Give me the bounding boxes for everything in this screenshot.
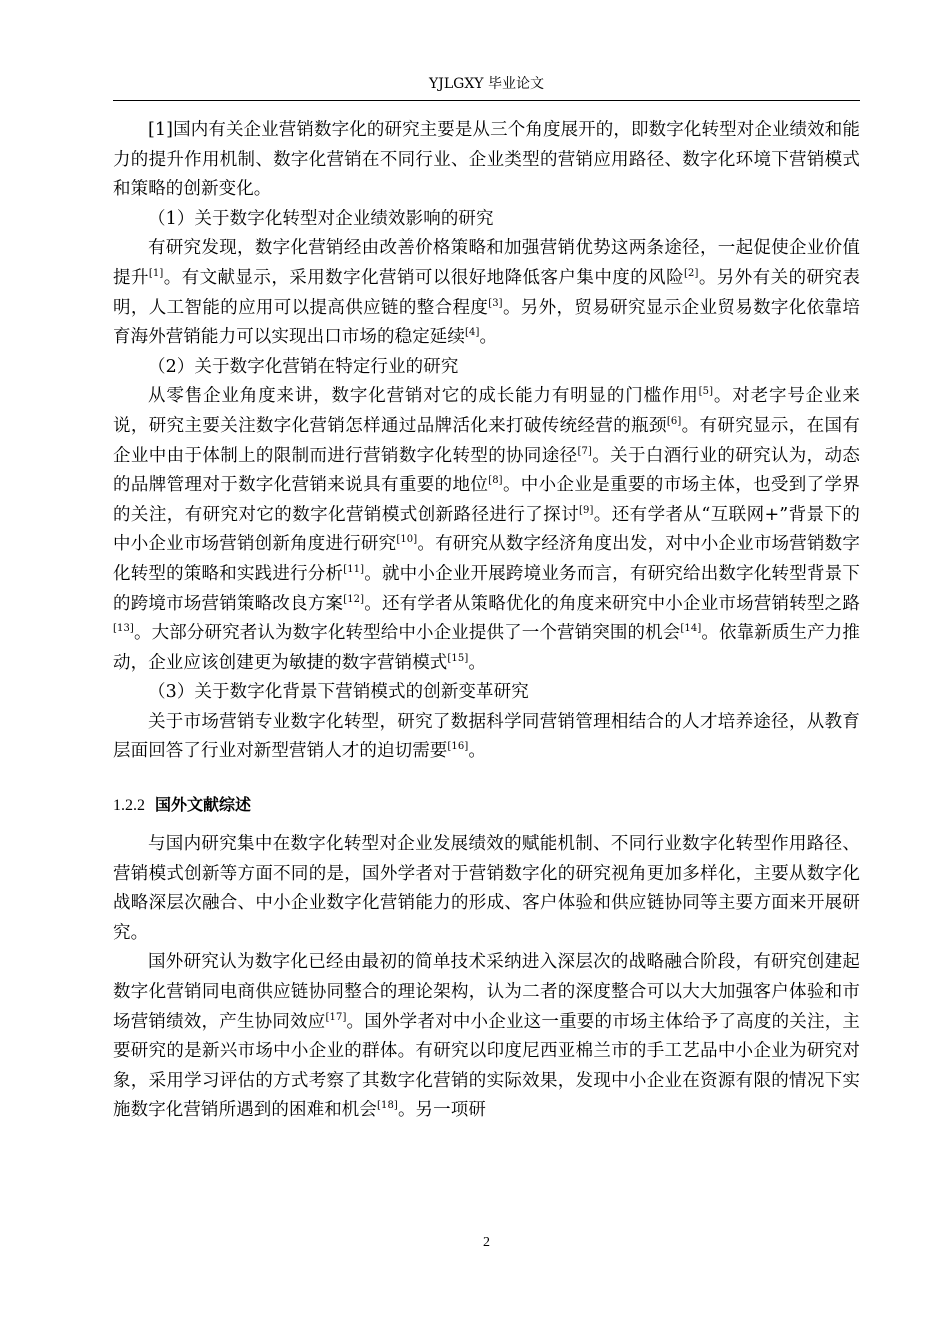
citation-ref: [7] — [577, 445, 592, 457]
text-run: 国外研究认为数字化已经由最初的简单技术采纳进入深层次的战略融合阶段，有研究创建起数字化营销同电商供应链协同整合的理论架构，认为二者的深度整合可以大大加强客户体验和市场营销绩效，产生协同效应 — [113, 952, 860, 1032]
page-header-title: YJLGXY 毕业论文 — [429, 76, 544, 92]
paragraph-5: 与国内研究集中在数字化转型对企业发展绩效的赋能机制、不同行业数字化转型作用路径、营销模式创新等方面不同的是，国外学者对于营销数字化的研究视角更加多样化，主要从数字化战略深层次融合、中小企业数字化营销能力的形成、客户体验和供应链协同等主要方面来开展研究。 — [113, 834, 860, 943]
text-run: 。还有学者从“互联网+”背景下的中小企业市场营销创新角度进行研究 — [113, 504, 860, 555]
text-run: 从零售企业角度来讲，数字化营销对它的成长能力有明显的门槛作用 — [148, 386, 699, 407]
subheading-2: （2）关于数字化营销在特定行业的研究 — [148, 356, 459, 377]
citation-ref: [3] — [488, 297, 503, 309]
paragraph-2 — [113, 234, 860, 352]
text-run: 。有研究显示，在国有企业中由于体制上的限制而进行营销数字化转型的协同途径 — [113, 415, 860, 466]
citation-ref: [5] — [698, 386, 714, 398]
text-run: 。另外，贸易研究显示企业贸易数字化依靠培育海外营销能力可以实现出口市场的稳定延续 — [113, 297, 860, 348]
subheading-1: （1）关于数字化转型对企业绩效影响的研究 — [148, 208, 494, 229]
citation-ref: [16] — [447, 741, 469, 753]
text-run: 有研究发现，数字化营销经由改善价格策略和加强营销优势这两条途径，一起促使企业价值提升 — [113, 238, 860, 288]
citation-ref: [6] — [666, 416, 682, 428]
text-run: 。对老字号企业来说，研究主要关注数字化营销怎样通过品牌活化来打破传统经营的瓶颈 — [113, 386, 860, 436]
text-run: 。 — [468, 741, 486, 762]
paragraph-3 — [113, 382, 860, 678]
text-run: 。 — [479, 327, 498, 348]
text-run: 关于市场营销专业数字化转型，研究了数据科学同营销管理相结合的人才培养途径，从教育层面回答了行业对新型营销人才的迫切需要 — [113, 711, 860, 762]
text-run: 。依靠新质生产力推动，企业应该创建更为敏捷的数字营销模式 — [113, 623, 860, 673]
text-run: 。关于白酒行业的研究认为，动态的品牌管理对于数字化营销来说具有重要的地位 — [113, 445, 860, 496]
intro-paragraph: [1]国内有关企业营销数字化的研究主要是从三个角度展开的，即数字化转型对企业绩效和能力的提升作用机制、数字化营销在不同行业、企业类型的营销应用路径、数字化环境下营销模式和策略的创新变化。 — [113, 120, 860, 200]
citation-ref: [10] — [396, 534, 418, 546]
paragraph-4 — [113, 708, 860, 767]
text-run: 。 — [468, 652, 486, 673]
text-run: 。另一项研 — [397, 1100, 486, 1121]
header-divider — [113, 100, 860, 101]
citation-ref: [13] — [113, 623, 134, 635]
citation-ref: [18] — [377, 1100, 398, 1112]
citation-ref: [4] — [465, 327, 480, 339]
text-run: 。中小企业是重要的市场主体，也受到了学界的关注，有研究对它的数字化营销模式创新路径进行了探讨 — [113, 475, 860, 525]
text-run: 。就中小企业开展跨境业务而言，有研究给出数字化转型背景下的跨境市场营销策略改良方案 — [113, 563, 860, 614]
paragraph-6 — [113, 948, 860, 1126]
citation-ref: [9] — [579, 504, 594, 516]
page-number: 2 — [483, 1235, 490, 1250]
text-run: 。国外学者对中小企业这一重要的市场主体给予了高度的关注，主要研究的是新兴市场中小企业的群体。有研究以印度尼西亚棉兰市的手工艺品中小企业为研究对象，采用学习评估的方式考察了其数字化营销的实际效果，发现中小企业在资源有限的情况下实施数字化营销所遇到的困难和机会 — [113, 1011, 861, 1121]
citation-ref: [15] — [447, 652, 469, 664]
text-run: 。有研究从数字经济角度出发，对中小企业市场营销数字化转型的策略和实践进行分析 — [113, 534, 860, 584]
citation-ref: [12] — [343, 593, 365, 605]
section-number: 1.2.2 — [113, 797, 145, 815]
text-run: 。大部分研究者认为数字化转型给中小企业提供了一个营销突围的机会 — [133, 623, 681, 644]
citation-ref: [17] — [325, 1011, 347, 1023]
text-run: 。还有学者从策略优化的角度来研究中小企业市场营销转型之路 — [364, 593, 860, 614]
citation-ref: [14] — [680, 623, 702, 635]
citation-ref: [1] — [148, 268, 164, 280]
citation-ref: [11] — [343, 564, 365, 576]
section-title: 国外文献综述 — [155, 795, 252, 815]
citation-ref: [2] — [684, 268, 699, 280]
citation-ref: [8] — [488, 475, 503, 487]
subheading-3: （3）关于数字化背景下营销模式的创新变革研究 — [148, 682, 529, 703]
section-heading — [113, 793, 860, 818]
text-run: 。另外有关的研究表明，人工智能的应用可以提高供应链的整合程度 — [113, 267, 860, 318]
document-body — [113, 116, 860, 1126]
text-run: 。有文献显示，采用数字化营销可以很好地降低客户集中度的风险 — [163, 267, 685, 288]
